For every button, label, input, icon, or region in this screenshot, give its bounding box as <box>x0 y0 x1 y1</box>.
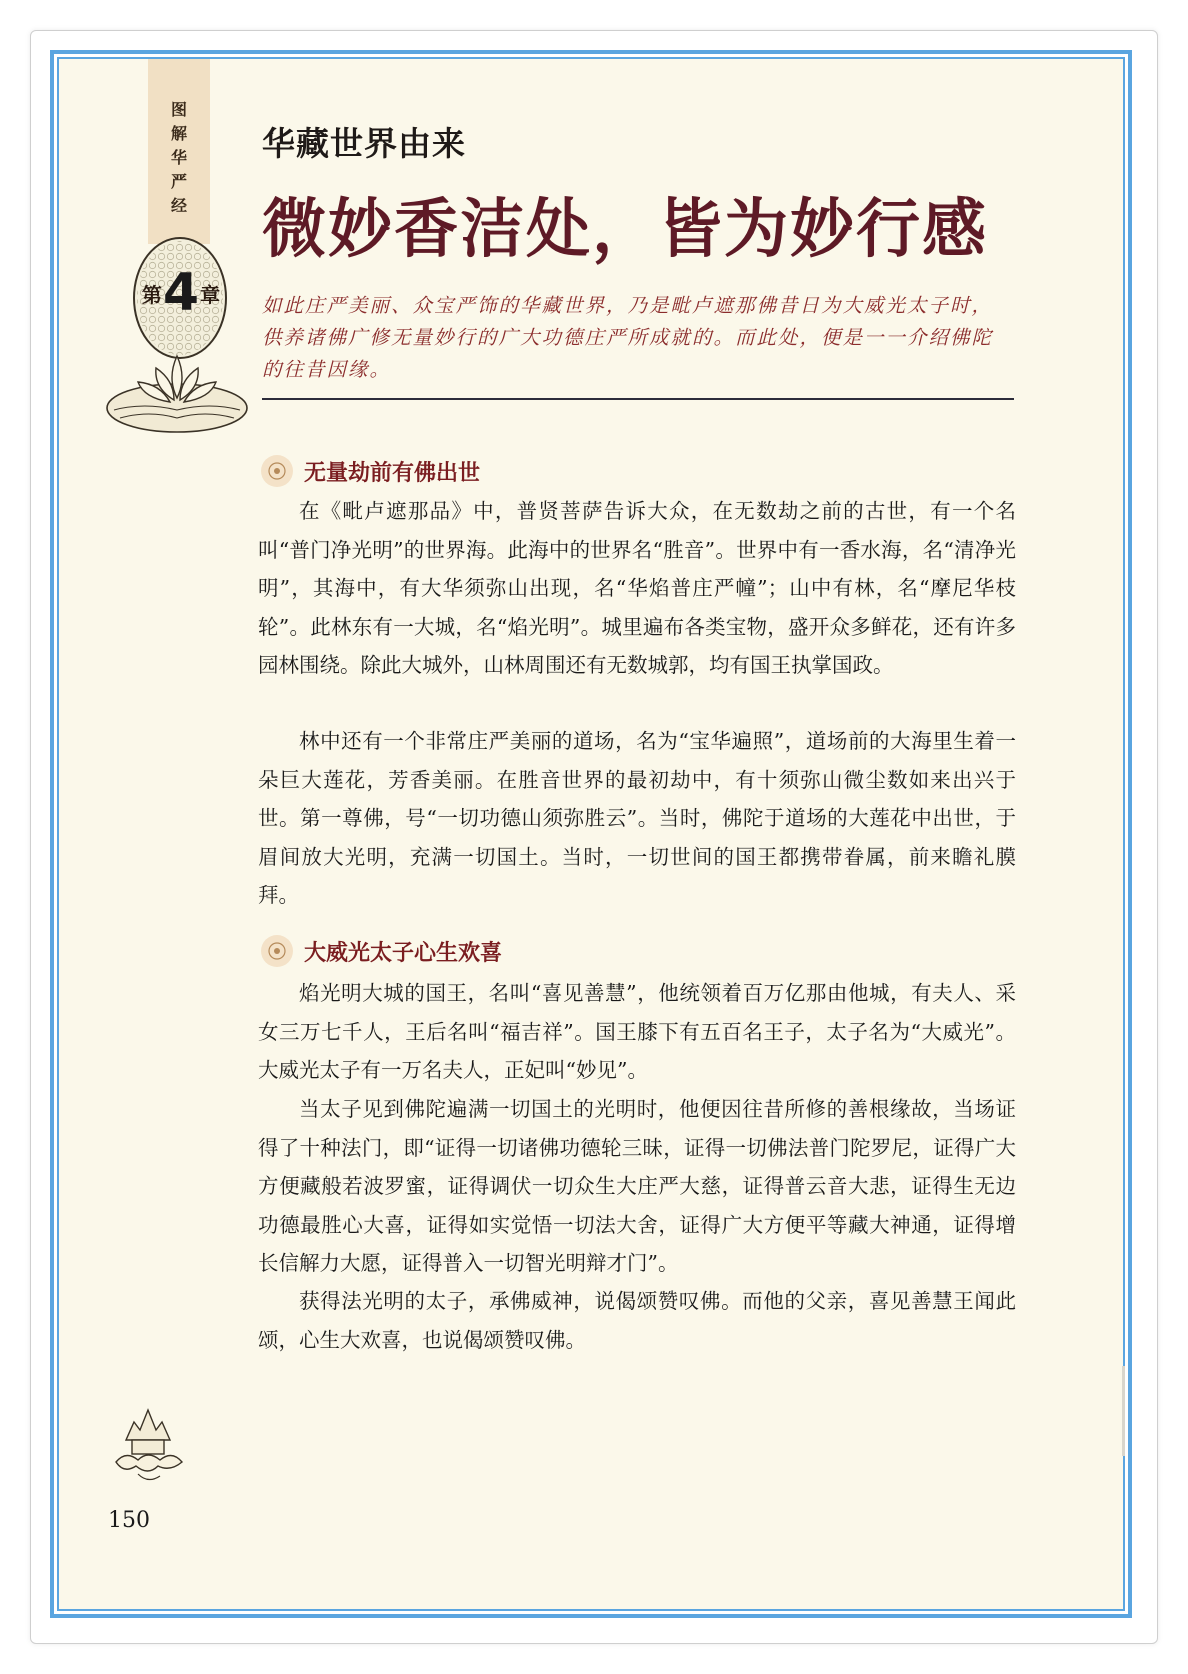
body-paragraph: 当太子见到佛陀遍满一切国土的光明时，他便因往昔所修的善根缘故，当场证得了十种法门，即“证得一切诸佛功德轮三昧，证得一切佛法普门陀罗尼，证得广大方便藏般若波罗蜜，证得调伏一切众生大庄严大慈，证得普云音大悲，证得生无边功德最胜心大喜，证得如实觉悟一切法大舍，证得广大方便平等藏大神通，证得增长信解力大愿，证得普入一切智光明辩才门”。 <box>258 1097 1016 1275</box>
wheel-ornament-icon <box>258 452 296 490</box>
page-edge-mark <box>1122 1366 1125 1456</box>
section-heading-1 <box>258 452 480 490</box>
intro-summary: 如此庄严美丽、众宝严饰的华藏世界，乃是毗卢遮那佛昔日为大威光太子时，供养诸佛广修无量妙行的广大功德庄严所成就的。而此处，便是一一介绍佛陀的往昔因缘。 <box>262 294 994 381</box>
page-headline: 微妙香洁处，皆为妙行感 <box>262 192 988 267</box>
section-heading-text: 大威光太子心生欢喜 <box>304 940 503 966</box>
chapter-prefix: 第 <box>141 282 162 307</box>
body-paragraph: 焰光明大城的国王，名叫“喜见善慧”，他统领着百万亿那由他城，有夫人、采女三万七千人，王后名叫“福吉祥”。国王膝下有五百名王子，太子名为“大威光”。大威光太子有一万名夫人，正妃叫“妙见”。 <box>258 981 1016 1082</box>
intro-divider <box>262 398 1014 400</box>
chapter-label <box>126 258 236 328</box>
book-side-title: 图解华严经 <box>170 100 187 215</box>
chapter-number: 4 <box>162 263 200 323</box>
wheel-ornament-icon <box>258 932 296 970</box>
page-number: 150 <box>108 1508 150 1533</box>
temple-cloud-ornament-icon <box>108 1400 188 1490</box>
body-paragraph: 林中还有一个非常庄严美丽的道场，名为“宝华遍照”，道场前的大海里生着一朵巨大莲花，芳香美丽。在胜音世界的最初劫中，有十须弥山微尘数如来出兴于世。第一尊佛，号“一切功德山须弥胜云”。当时，佛陀于道场的大莲花中出世，于眉间放大光明，充满一切国土。当时，一切世间的国王都携带眷属，前来瞻礼膜拜。 <box>258 729 1016 907</box>
section-kicker: 华藏世界由来 <box>262 124 466 163</box>
section-heading-text: 无量劫前有佛出世 <box>304 460 481 486</box>
chapter-suffix: 章 <box>200 282 221 307</box>
lotus-icon <box>104 346 250 436</box>
section-heading-2 <box>258 932 502 970</box>
body-paragraph: 在《毗卢遮那品》中，普贤菩萨告诉大众，在无数劫之前的古世，有一个名叫“普门净光明”的世界海。此海中的世界名“胜音”。世界中有一香水海，名“清净光明”，其海中，有大华须弥山出现，名“华焰普庄严幢”；山中有林，名“摩尼华枝轮”。此林东有一大城，名“焰光明”。城里遍布各类宝物，盛开众多鲜花，还有许多园林围绕。除此大城外，山林周围还有无数城郭，均有国王执掌国政。 <box>258 499 1016 677</box>
body-paragraph: 获得法光明的太子，承佛威神，说偈颂赞叹佛。而他的父亲，喜见善慧王闻此颂，心生大欢喜，也说偈颂赞叹佛。 <box>258 1289 1016 1352</box>
